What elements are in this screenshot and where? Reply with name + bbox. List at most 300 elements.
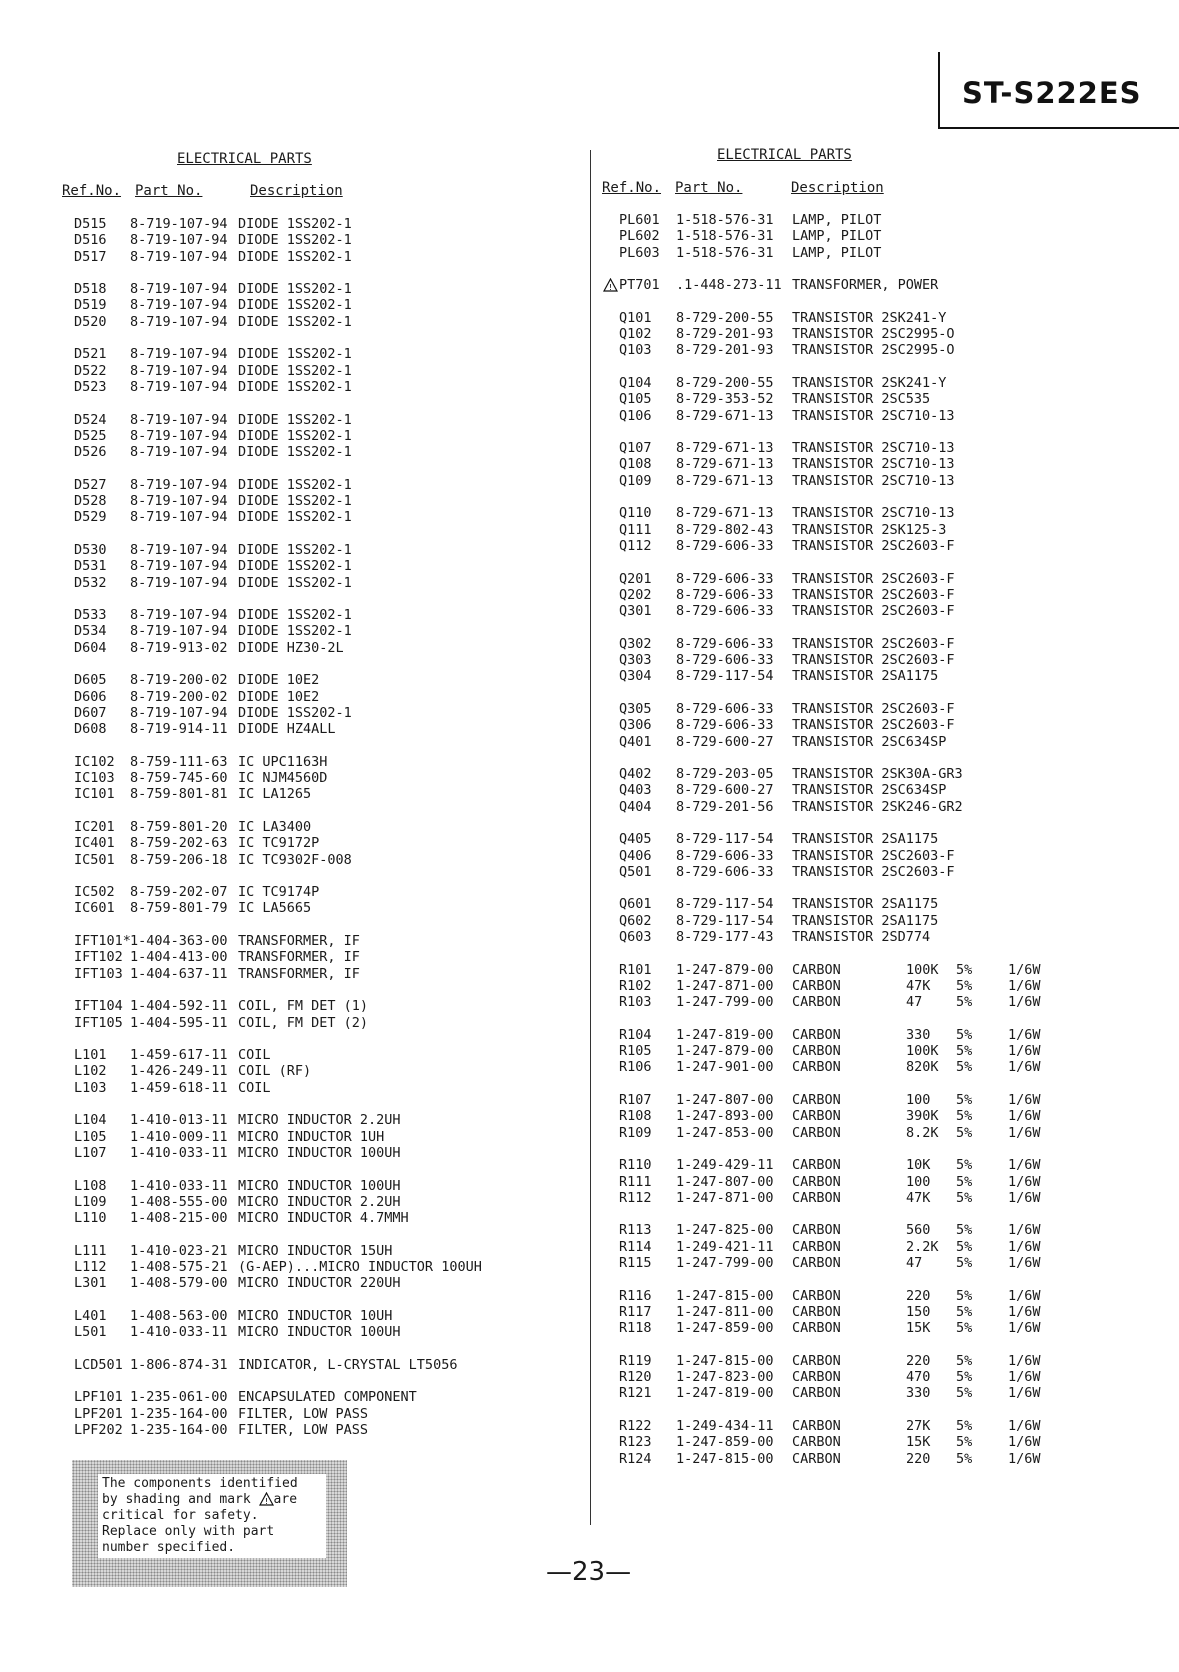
part-val: 150 (906, 1303, 931, 1320)
part-ref: R118 (619, 1320, 652, 1337)
group-spacer (600, 293, 1160, 309)
part-ref: L107 (74, 1144, 107, 1161)
part-row (62, 1145, 582, 1161)
part-desc: CARBON (792, 1434, 841, 1451)
part-part: 8-719-200-02 (130, 672, 228, 689)
note-line: The components identified (102, 1476, 298, 1491)
part-row (62, 297, 582, 313)
part-ref: D521 (74, 346, 107, 363)
part-part: 8-719-107-94 (130, 313, 228, 330)
group-spacer (600, 1141, 1160, 1157)
part-desc: TRANSISTOR 2SA1175 (792, 831, 939, 848)
part-watt: 1/6W (1008, 977, 1041, 994)
part-desc: DIODE 1SS202-1 (238, 427, 352, 444)
part-part: 8-719-107-94 (130, 362, 228, 379)
left-parts-list (62, 216, 582, 1438)
part-row (600, 1255, 1160, 1271)
part-desc: LAMP, PILOT (792, 212, 882, 228)
part-row (600, 1190, 1160, 1206)
svg-text:!: ! (264, 1497, 268, 1506)
part-row (62, 558, 582, 574)
part-val: 8.2K (906, 1124, 939, 1141)
part-row (62, 607, 582, 623)
part-part: 1-235-164-00 (130, 1405, 228, 1422)
part-ref: Q402 (619, 766, 652, 783)
part-tol: 5% (956, 1173, 973, 1190)
part-part: 1-249-429-11 (676, 1157, 774, 1174)
part-desc: MICRO INDUCTOR 100UH (238, 1144, 401, 1161)
part-desc: FILTER, LOW PASS (238, 1421, 369, 1438)
part-desc: DIODE 10E2 (238, 672, 320, 689)
part-desc: TRANSFORMER, IF (238, 965, 360, 982)
part-row (62, 542, 582, 558)
part-row (62, 428, 582, 444)
part-row (600, 1092, 1160, 1108)
part-part: 8-719-107-94 (130, 493, 228, 510)
part-desc: TRANSISTOR 2SC2995-O (792, 326, 955, 343)
part-row (600, 1174, 1160, 1190)
part-part: 8-729-802-43 (676, 521, 774, 538)
part-ref: D519 (74, 297, 107, 314)
part-tol: 5% (956, 977, 973, 994)
part-tol: 5% (956, 1124, 973, 1141)
part-desc: COIL, FM DET (2) (238, 1014, 369, 1031)
part-desc: CARBON (792, 994, 841, 1011)
part-ref: D527 (74, 476, 107, 493)
part-part: 8-729-606-33 (676, 537, 774, 554)
part-row (62, 1129, 582, 1145)
left-header-part: Part No. (135, 183, 203, 199)
part-desc: COIL (RF) (238, 1063, 312, 1080)
part-ref: R121 (619, 1385, 652, 1402)
group-spacer (600, 1076, 1160, 1092)
part-part: 8-719-107-94 (130, 444, 228, 461)
part-part: 8-729-606-33 (676, 863, 774, 880)
part-val: 220 (906, 1287, 931, 1304)
part-desc: IC TC9174P (238, 884, 320, 901)
part-ref: Q104 (619, 374, 652, 391)
part-ref: R124 (619, 1450, 652, 1467)
part-ref: D529 (74, 509, 107, 526)
part-desc: CARBON (792, 1238, 841, 1255)
part-desc: MICRO INDUCTOR 220UH (238, 1275, 401, 1292)
part-part: 1-247-815-00 (676, 1352, 774, 1369)
part-val: 330 (906, 1385, 931, 1402)
part-desc: DIODE 1SS202-1 (238, 704, 352, 721)
part-row (62, 314, 582, 330)
part-desc: TRANSISTOR 2SC2603-F (792, 863, 955, 880)
part-desc: DIODE 1SS202-1 (238, 411, 352, 428)
group-spacer (600, 750, 1160, 766)
part-desc: TRANSISTOR 2SK246-GR2 (792, 798, 963, 815)
part-watt: 1/6W (1008, 994, 1041, 1011)
part-row (600, 277, 1160, 293)
part-part: 1-518-576-31 (676, 228, 774, 245)
part-desc: CARBON (792, 1255, 841, 1271)
part-row (600, 978, 1160, 994)
part-ref: R105 (619, 1043, 652, 1060)
right-header-ref: Ref.No. (602, 180, 662, 196)
part-part: 8-729-200-55 (676, 309, 774, 326)
part-row (600, 342, 1160, 358)
part-val: 470 (906, 1369, 931, 1386)
part-ref: R102 (619, 977, 652, 994)
part-part: 8-719-107-94 (130, 509, 228, 526)
part-part: 8-729-606-33 (676, 700, 774, 717)
part-desc: TRANSISTOR 2SC634SP (792, 733, 947, 750)
part-row (600, 571, 1160, 587)
part-ref: Q404 (619, 798, 652, 815)
part-ref: D605 (74, 672, 107, 689)
part-row (600, 717, 1160, 733)
part-row (62, 640, 582, 656)
part-row (62, 672, 582, 688)
part-desc: TRANSISTOR 2SC634SP (792, 782, 947, 799)
part-desc: DIODE 1SS202-1 (238, 509, 352, 526)
part-desc: DIODE 10E2 (238, 688, 320, 705)
part-ref: Q305 (619, 700, 652, 717)
part-desc: DIODE 1SS202-1 (238, 216, 352, 232)
part-row (62, 1389, 582, 1405)
part-watt: 1/6W (1008, 1434, 1041, 1451)
part-part: 8-729-117-54 (676, 831, 774, 848)
part-desc: COIL (238, 1079, 271, 1096)
part-desc: CARBON (792, 1043, 841, 1060)
part-ref: R120 (619, 1369, 652, 1386)
part-ref: Q302 (619, 635, 652, 652)
part-ref: R104 (619, 1026, 652, 1043)
part-ref: R122 (619, 1417, 652, 1434)
part-part: 8-729-177-43 (676, 929, 774, 946)
part-part: 8-759-202-63 (130, 835, 228, 852)
part-ref: PL602 (619, 228, 660, 245)
part-part: 8-719-913-02 (130, 639, 228, 656)
part-part: 8-759-745-60 (130, 770, 228, 787)
part-part: 1-249-434-11 (676, 1417, 774, 1434)
part-desc: TRANSISTOR 2SC2995-O (792, 342, 955, 359)
group-spacer (600, 1011, 1160, 1027)
part-tol: 5% (956, 1043, 973, 1060)
part-part: 1-247-871-00 (676, 977, 774, 994)
part-ref: LPF202 (74, 1421, 123, 1438)
part-row (600, 994, 1160, 1010)
part-ref: D515 (74, 216, 107, 232)
part-ref: L112 (74, 1259, 107, 1275)
part-watt: 1/6W (1008, 1303, 1041, 1320)
part-part: 1-404-637-11 (130, 965, 228, 982)
part-ref: IFT103 (74, 965, 123, 982)
part-part: 8-719-107-94 (130, 623, 228, 640)
part-desc: TRANSISTOR 2SC2603-F (792, 847, 955, 864)
part-part: 1-249-421-11 (676, 1238, 774, 1255)
part-row (62, 819, 582, 835)
part-ref: Q306 (619, 717, 652, 734)
part-ref: PL603 (619, 244, 660, 261)
right-header-part: Part No. (675, 180, 743, 196)
group-spacer (62, 1096, 582, 1112)
part-part: 1-410-023-21 (130, 1242, 228, 1259)
part-tol: 5% (956, 1450, 973, 1467)
part-row (62, 1015, 582, 1031)
part-tol: 5% (956, 1157, 973, 1174)
part-row (62, 770, 582, 786)
part-ref: R115 (619, 1255, 652, 1271)
model-title: ST-S222ES (962, 76, 1142, 110)
part-val: 27K (906, 1417, 931, 1434)
part-ref: L108 (74, 1177, 107, 1194)
part-desc: CARBON (792, 1189, 841, 1206)
part-val: 100 (906, 1173, 931, 1190)
part-ref: R103 (619, 994, 652, 1011)
group-spacer (600, 685, 1160, 701)
part-watt: 1/6W (1008, 1369, 1041, 1386)
part-part: 8-729-671-13 (676, 472, 774, 489)
part-part: 1-408-215-00 (130, 1210, 228, 1227)
part-ref: R110 (619, 1157, 652, 1174)
part-watt: 1/6W (1008, 1417, 1041, 1434)
part-part: 1-235-061-00 (130, 1389, 228, 1406)
part-part: 8-719-107-94 (130, 558, 228, 575)
part-row (600, 1222, 1160, 1238)
part-tol: 5% (956, 1320, 973, 1337)
part-row (62, 705, 582, 721)
part-part: 8-729-201-56 (676, 798, 774, 815)
part-tol: 5% (956, 961, 973, 978)
part-desc: IC LA5665 (238, 900, 312, 917)
part-row (62, 786, 582, 802)
part-ref: LPF201 (74, 1405, 123, 1422)
part-desc: DIODE 1SS202-1 (238, 607, 352, 624)
part-row (62, 966, 582, 982)
part-ref: IC601 (74, 900, 115, 917)
part-part: 1-404-413-00 (130, 949, 228, 966)
part-part: 8-729-117-54 (676, 912, 774, 929)
part-part: 8-729-203-05 (676, 766, 774, 783)
part-row (62, 232, 582, 248)
part-desc: INDICATOR, L-CRYSTAL LT5056 (238, 1356, 458, 1373)
group-spacer (600, 1402, 1160, 1418)
part-val: 390K (906, 1108, 939, 1125)
part-val: 10K (906, 1157, 931, 1174)
group-spacer (62, 982, 582, 998)
part-desc: CARBON (792, 1320, 841, 1337)
part-ref: IC501 (74, 851, 115, 868)
part-row (62, 1275, 582, 1291)
part-desc: TRANSISTOR 2SA1175 (792, 668, 939, 685)
part-ref: D607 (74, 704, 107, 721)
part-row (600, 228, 1160, 244)
part-desc: TRANSISTOR 2SC710-13 (792, 440, 955, 457)
left-header-ref: Ref.No. (62, 183, 122, 199)
part-desc: CARBON (792, 1059, 841, 1076)
part-part: 1-247-819-00 (676, 1385, 774, 1402)
part-part: 1-410-013-11 (130, 1112, 228, 1129)
part-ref: IFT102 (74, 949, 123, 966)
group-spacer (600, 1336, 1160, 1352)
group-spacer (62, 330, 582, 346)
part-row (600, 1320, 1160, 1336)
part-ref: L110 (74, 1210, 107, 1227)
part-row (600, 505, 1160, 521)
part-part: 1-247-815-00 (676, 1450, 774, 1467)
part-watt: 1/6W (1008, 1450, 1041, 1467)
part-desc: LAMP, PILOT (792, 228, 882, 245)
part-tol: 5% (956, 1238, 973, 1255)
part-ref: IC102 (74, 753, 115, 770)
part-desc: CARBON (792, 1092, 841, 1109)
part-tol: 5% (956, 1059, 973, 1076)
part-row (600, 375, 1160, 391)
part-desc: MICRO INDUCTOR 4.7MMH (238, 1210, 409, 1227)
part-part: 1-247-807-00 (676, 1173, 774, 1190)
part-row (600, 587, 1160, 603)
part-ref: L101 (74, 1047, 107, 1064)
note-line: critical for safety. (102, 1508, 259, 1523)
part-desc: CARBON (792, 1124, 841, 1141)
part-part: 8-729-353-52 (676, 391, 774, 408)
part-ref: Q304 (619, 668, 652, 685)
warning-triangle-icon (259, 1492, 274, 1506)
part-val: 47K (906, 977, 931, 994)
part-ref: L105 (74, 1128, 107, 1145)
part-desc: DIODE HZ4ALL (238, 721, 336, 738)
part-desc: CARBON (792, 1369, 841, 1386)
part-row (62, 1178, 582, 1194)
part-ref: Q406 (619, 847, 652, 864)
part-ref: Q111 (619, 521, 652, 538)
part-part: 8-719-107-94 (130, 216, 228, 232)
part-desc: TRANSISTOR 2SC710-13 (792, 456, 955, 473)
part-ref: L102 (74, 1063, 107, 1080)
part-part: 1-408-563-00 (130, 1307, 228, 1324)
note-line: Replace only with part (102, 1524, 275, 1539)
part-row (62, 493, 582, 509)
group-spacer (62, 460, 582, 476)
part-ref: D530 (74, 541, 107, 558)
part-desc: IC TC9172P (238, 835, 320, 852)
part-part: 1-404-592-11 (130, 998, 228, 1015)
part-part: 8-719-107-94 (130, 541, 228, 558)
part-desc: TRANSISTOR 2SC2603-F (792, 635, 955, 652)
part-row (62, 1308, 582, 1324)
part-row (62, 949, 582, 965)
group-spacer (600, 619, 1160, 635)
part-ref: Q202 (619, 586, 652, 603)
group-spacer (62, 526, 582, 542)
part-watt: 1/6W (1008, 1157, 1041, 1174)
part-row (600, 1385, 1160, 1401)
part-tol: 5% (956, 1303, 973, 1320)
column-divider (590, 150, 591, 1525)
part-watt: 1/6W (1008, 961, 1041, 978)
part-part: 8-719-107-94 (130, 411, 228, 428)
part-ref: D606 (74, 688, 107, 705)
part-row (62, 623, 582, 639)
svg-text:!: ! (608, 283, 613, 293)
part-val: 220 (906, 1352, 931, 1369)
part-row (62, 1210, 582, 1226)
part-part: 1-404-363-00 (130, 933, 228, 950)
part-row (600, 456, 1160, 472)
part-row (600, 1304, 1160, 1320)
part-ref: Q107 (619, 440, 652, 457)
part-row (600, 538, 1160, 554)
part-row (600, 782, 1160, 798)
group-spacer (600, 1271, 1160, 1287)
safety-note (98, 1474, 326, 1558)
left-section-title: ELECTRICAL PARTS (177, 151, 312, 167)
part-part: 8-729-600-27 (676, 733, 774, 750)
part-desc: TRANSISTOR 2SK30A-GR3 (792, 766, 963, 783)
part-ref: D520 (74, 313, 107, 330)
part-row (600, 734, 1160, 750)
part-ref: D532 (74, 574, 107, 591)
part-row (62, 412, 582, 428)
part-desc: DIODE 1SS202-1 (238, 378, 352, 395)
part-val: 220 (906, 1450, 931, 1467)
part-row (600, 473, 1160, 489)
part-desc: DIODE 1SS202-1 (238, 362, 352, 379)
part-part: 8-729-606-33 (676, 603, 774, 620)
part-ref: Q103 (619, 342, 652, 359)
part-ref: R101 (619, 961, 652, 978)
part-row (600, 929, 1160, 945)
part-part: 1-408-575-21 (130, 1259, 228, 1275)
part-part: 1-410-033-11 (130, 1324, 228, 1341)
part-ref: Q501 (619, 863, 652, 880)
group-spacer (600, 261, 1160, 277)
part-row (600, 913, 1160, 929)
part-watt: 1/6W (1008, 1189, 1041, 1206)
part-desc: CARBON (792, 1108, 841, 1125)
part-desc: CARBON (792, 961, 841, 978)
part-desc: CARBON (792, 1417, 841, 1434)
part-ref: Q301 (619, 603, 652, 620)
part-row (600, 1418, 1160, 1434)
part-part: 1-247-901-00 (676, 1059, 774, 1076)
part-desc: TRANSISTOR 2SC2603-F (792, 603, 955, 620)
part-ref: D525 (74, 427, 107, 444)
part-row (600, 408, 1160, 424)
part-part: 8-759-202-07 (130, 884, 228, 901)
part-ref: Q106 (619, 407, 652, 424)
part-row (600, 1369, 1160, 1385)
group-spacer (62, 868, 582, 884)
part-desc: CARBON (792, 1026, 841, 1043)
part-row (600, 1157, 1160, 1173)
part-tol: 5% (956, 1189, 973, 1206)
part-tol: 5% (956, 1222, 973, 1239)
part-row (600, 1239, 1160, 1255)
part-row (62, 933, 582, 949)
part-part: 8-719-107-94 (130, 607, 228, 624)
part-tol: 5% (956, 1092, 973, 1109)
part-ref: D604 (74, 639, 107, 656)
part-desc: DIODE 1SS202-1 (238, 574, 352, 591)
part-desc: TRANSISTOR 2SD774 (792, 929, 931, 946)
part-desc: TRANSISTOR 2SK241-Y (792, 309, 947, 326)
group-spacer (62, 395, 582, 411)
part-part: 1-410-009-11 (130, 1128, 228, 1145)
part-part: 8-729-606-33 (676, 652, 774, 669)
part-row (600, 962, 1160, 978)
part-desc: DIODE 1SS202-1 (238, 541, 352, 558)
part-watt: 1/6W (1008, 1238, 1041, 1255)
part-ref: D528 (74, 493, 107, 510)
part-desc: DIODE HZ30-2L (238, 639, 344, 656)
part-row (600, 212, 1160, 228)
group-spacer (62, 656, 582, 672)
